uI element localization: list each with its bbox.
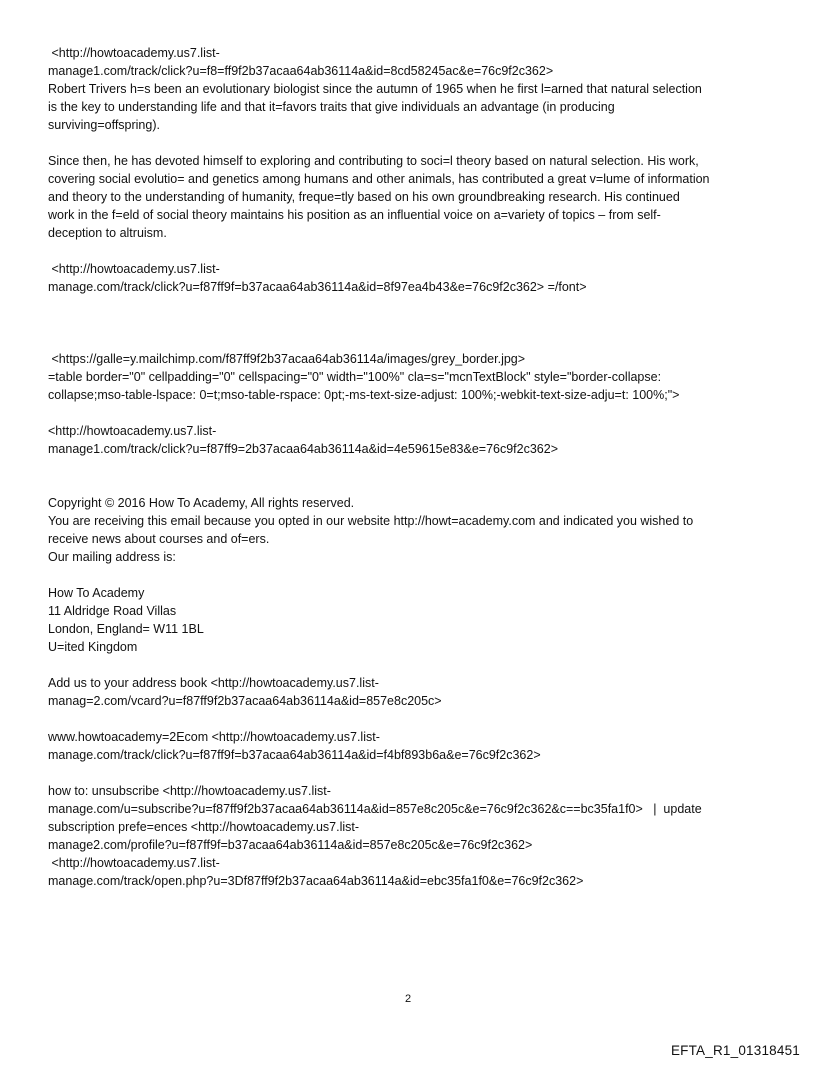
address-book-link[interactable]	[48, 674, 778, 710]
text-line[interactable]: Add us to your address book <http://howtoacademy.us7.list-	[48, 676, 379, 690]
text-line[interactable]: <http://howtoacademy.us7.list-	[48, 424, 217, 438]
text-line: Robert Trivers h=s been an evolutionary biologist since the autumn of 1965 when he first l=arned that natural selection	[48, 82, 702, 96]
website-link[interactable]	[48, 728, 778, 764]
tracking-link-block[interactable]	[48, 422, 778, 458]
text-line[interactable]: manage1.com/track/click?u=f87ff9=2b37acaa64ab36114a&id=4e59615e83&e=76c9f2c362>	[48, 442, 559, 456]
mailing-address	[48, 584, 778, 656]
text-line: work in the f=eld of social theory maintains his position as an influential voice on a=variety of topics – from self-	[48, 208, 661, 222]
unsubscribe-link[interactable]: how to: unsubscribe <http://howtoacademy.us7.list-	[48, 784, 331, 798]
tracking-link-block	[48, 44, 778, 80]
text-line: deception to altruism.	[48, 226, 167, 240]
document-id: EFTA_R1_01318451	[670, 1043, 800, 1058]
text-line: surviving=offspring).	[48, 118, 160, 132]
tracking-link-block[interactable]	[48, 260, 778, 296]
text-line: receive news about courses and of=ers.	[48, 532, 270, 546]
text-line: Our mailing address is:	[48, 550, 176, 564]
text-line: 11 Aldridge Road Villas	[48, 604, 177, 618]
email-body	[48, 44, 778, 890]
text-line: London, England= W11 1BL	[48, 622, 204, 636]
text-line: collapse;mso-table-lspace: 0=t;mso-table-rspace: 0pt;-ms-text-size-adjust: 100%;-webkit-text-size-adju=t: 100%;">	[48, 388, 680, 402]
text-line[interactable]: manage.com/track/open.php?u=3Df87ff9f2b37acaa64ab36114a&id=ebc35fa1f0&e=76c9f2c362>	[48, 874, 584, 888]
unsubscribe-block[interactable]	[48, 782, 778, 890]
text-line: You are receiving this email because you opted in our website http://howt=academy.com and indicated you wished to	[48, 514, 694, 528]
text-line: and theory to the understanding of humanity, freque=tly based on his own groundbreaking research. His continued	[48, 190, 680, 204]
text-line[interactable]: manage1.com/track/click?u=f8=ff9f2b37acaa64ab36114a&id=8cd58245ac&e=76c9f2c362>	[48, 64, 554, 78]
text-line[interactable]: www.howtoacademy=2Ecom <http://howtoacademy.us7.list-	[48, 730, 380, 744]
text-line[interactable]: <http://howtoacademy.us7.list-	[48, 46, 220, 60]
text-line: covering social evolutio= and genetics among humans and other animals, has contributed a great v=lume of information	[48, 172, 710, 186]
text-line[interactable]: manage.com/track/click?u=f87ff9f=b37acaa64ab36114a&id=8f97ea4b43&e=76c9f2c362> =/font>	[48, 280, 587, 294]
page-number: 2	[404, 993, 412, 1005]
text-line[interactable]: manage.com/u=subscribe?u=f87ff9f2b37acaa64ab36114a&id=857e8c205c&e=76c9f2c362&c==bc35fa1f0> | update	[48, 802, 702, 816]
copyright-block	[48, 494, 778, 566]
text-line[interactable]: manag=2.com/vcard?u=f87ff9f2b37acaa64ab36114a&id=857e8c205c>	[48, 694, 442, 708]
html-markup-block	[48, 350, 778, 404]
text-line[interactable]: manage2.com/profile?u=f87ff9f=b37acaa64ab36114a&id=857e8c205c&e=76c9f2c362>	[48, 838, 533, 852]
text-line: How To Academy	[48, 586, 145, 600]
text-line: =table border="0" cellpadding="0" cellspacing="0" width="100%" cla=s="mcnTextBlock" style="border-collapse:	[48, 370, 662, 384]
text-line: is the key to understanding life and that it=favors traits that give individuals an advantage (in producing	[48, 100, 615, 114]
text-line[interactable]: <https://galle=y.mailchimp.com/f87ff9f2b37acaa64ab36114a/images/grey_border.jpg>	[48, 352, 526, 366]
text-line[interactable]: <http://howtoacademy.us7.list-	[48, 262, 220, 276]
intro-paragraph	[48, 80, 778, 134]
text-line: Copyright © 2016 How To Academy, All rights reserved.	[48, 496, 355, 510]
tracking-pixel-link[interactable]: <http://howtoacademy.us7.list-	[48, 856, 220, 870]
text-line[interactable]: manage.com/track/click?u=f87ff9f=b37acaa64ab36114a&id=f4bf893b6a&e=76c9f2c362>	[48, 748, 541, 762]
update-preferences-link[interactable]: subscription prefe=ences <http://howtoacademy.us7.list-	[48, 820, 360, 834]
bio-paragraph	[48, 152, 778, 242]
text-line: U=ited Kingdom	[48, 640, 138, 654]
text-line: Since then, he has devoted himself to exploring and contributing to soci=l theory based on natural selection. His work,	[48, 154, 699, 168]
